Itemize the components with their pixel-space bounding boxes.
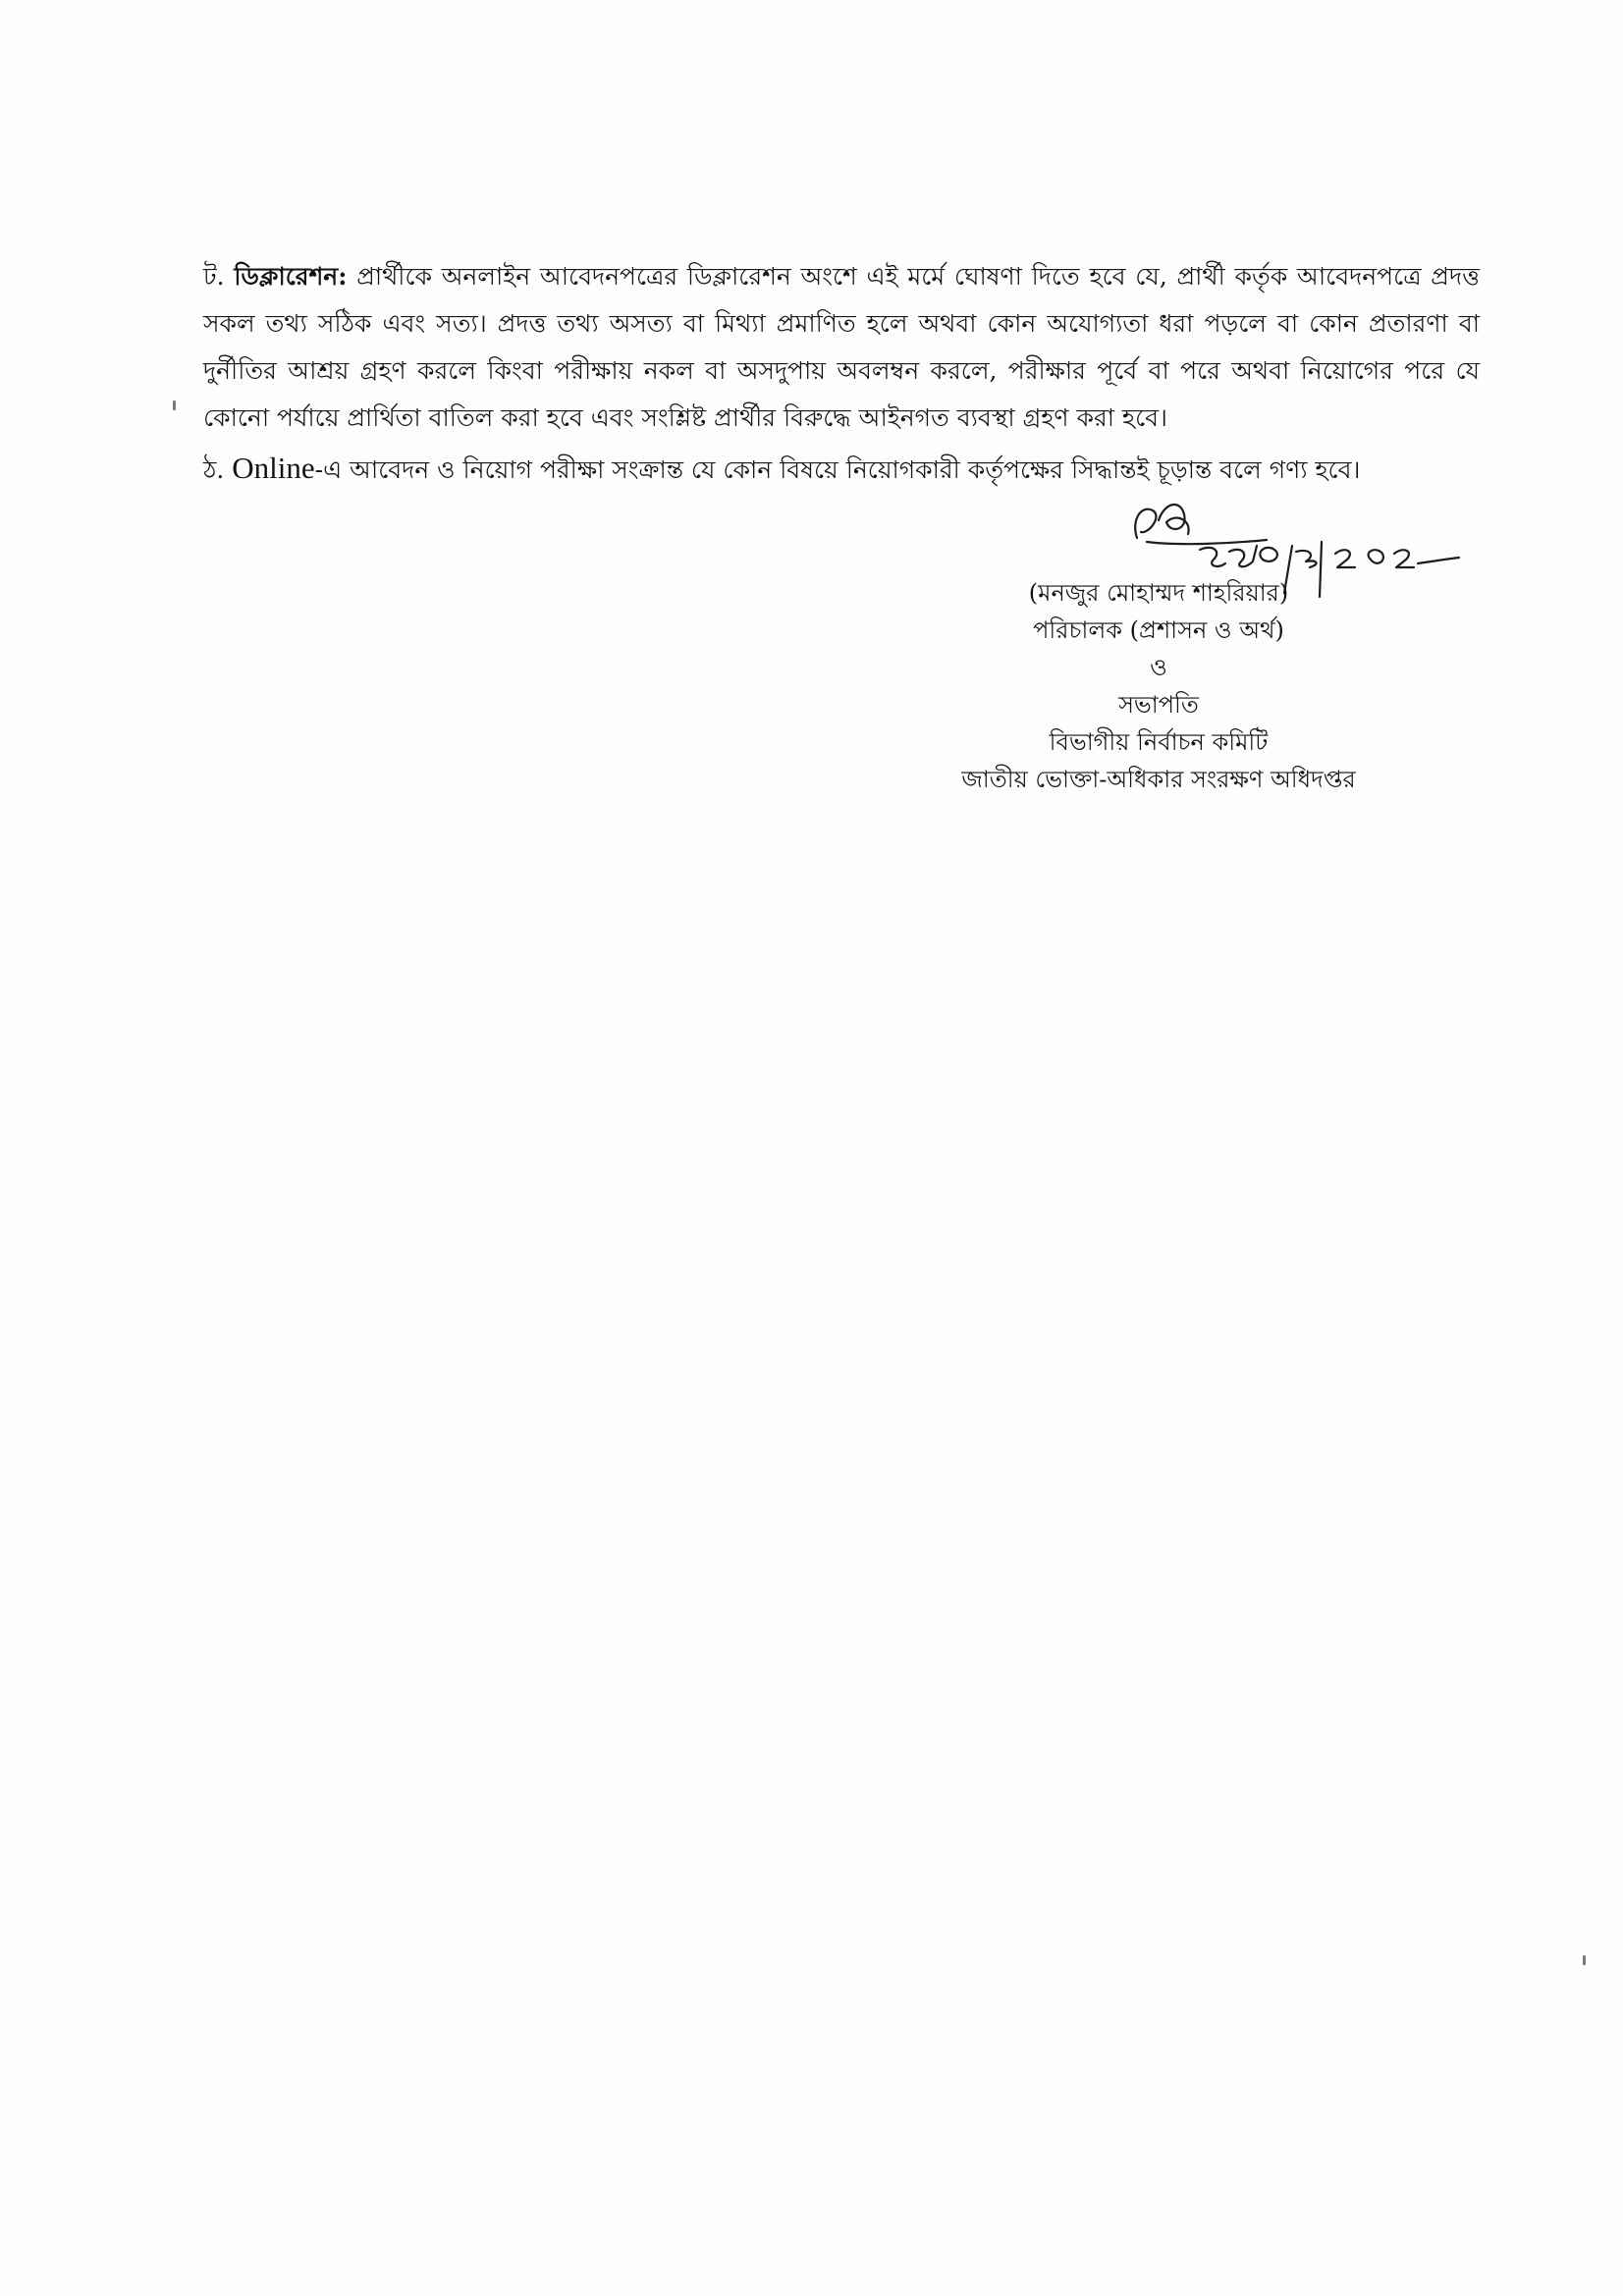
clause-t-text: প্রার্থীকে অনলাইন আবেদনপত্রের ডিক্লারেশন অংশে এই মর্মে ঘোষণা দিতে হবে যে, প্রার্থী কর্তৃক আবেদনপত্রে প্রদত্ত সকল তথ্য সঠিক এবং সত্য। প্রদত্ত তথ্য অসত্য বা মিথ্যা প্রমাণিত হলে অথবা কোন অযোগ্যতা ধরা পড়লে বা কোন প্রতারণা বা দুর্নীতির আশ্রয় গ্রহণ করলে কিংবা পরীক্ষায় নকল বা অসদুপায় অবলম্বন করলে, পরীক্ষার পূর্বে বা পরে অথবা নিয়োগের পরে যে কোনো পর্যায়ে প্রার্থিতা বাতিল করা হবে এবং সংশ্লিষ্ট প্রার্থীর বিরুদ্ধে আইনগত ব্যবস্থা গ্রহণ করা হবে। [203, 262, 1480, 432]
signatory-block [923, 574, 1394, 798]
clause-th-paragraph [203, 445, 1480, 494]
clause-t-paragraph [203, 253, 1480, 442]
scan-speck [1583, 1955, 1586, 1965]
clause-th-online-word: Online [232, 451, 315, 485]
signatory-committee: বিভাগীয় নির্বাচন কমিটি [1049, 728, 1269, 756]
signatory-designation: পরিচালক (প্রশাসন ও অর্থ) [1033, 616, 1284, 644]
signatory-conjunction: ও [1150, 654, 1167, 681]
clause-t-label: ট. [203, 262, 225, 291]
clause-t-heading: ডিক্লারেশন: [234, 262, 348, 291]
signatory-name: (মনজুর মোহাম্মদ শাহরিয়ার) [1028, 579, 1289, 607]
clause-th-text: -এ আবেদন ও নিয়োগ পরীক্ষা সংক্রান্ত যে কোন বিষয়ে নিয়োগকারী কর্তৃপক্ষের সিদ্ধান্তই চূড়ান্ত বলে গণ্য হবে। [314, 455, 1361, 484]
signatory-role: সভাপতি [1118, 691, 1199, 719]
scan-speck [173, 400, 176, 410]
clause-th-label: ঠ. [203, 455, 225, 484]
signatory-organization: জাতীয় ভোক্তা-অধিকার সংরক্ষণ অধিদপ্তর [961, 766, 1356, 793]
